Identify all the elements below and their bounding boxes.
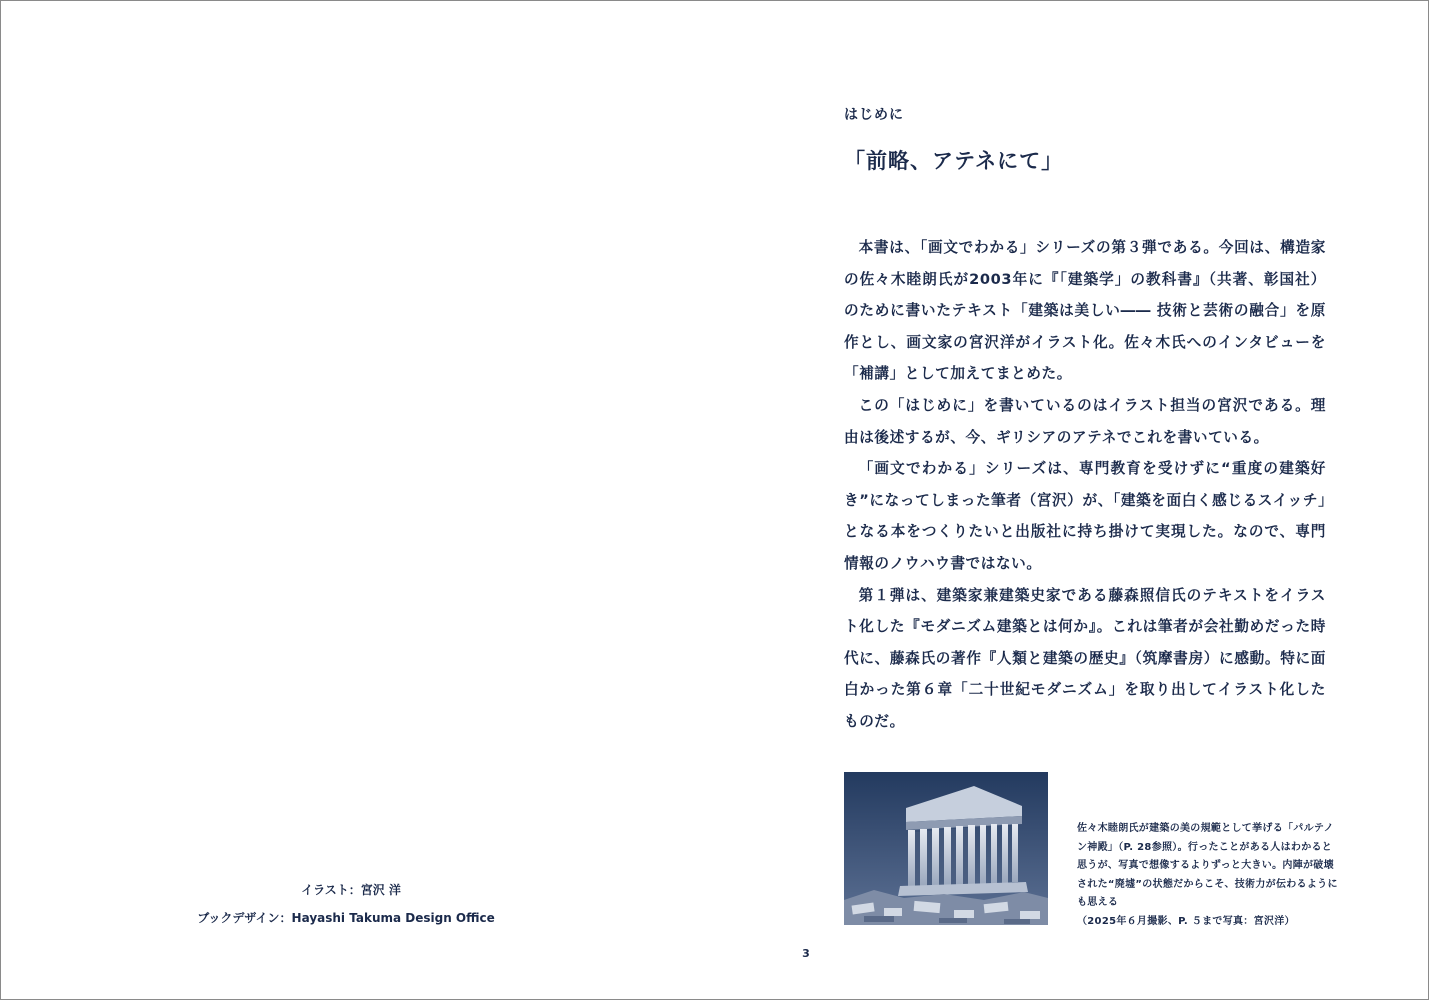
credits <box>1 879 691 935</box>
page-number: 3 <box>802 947 810 960</box>
body-text <box>844 232 1326 738</box>
body-paragraph: 「画文でわかる」シリーズは、専門教育を受けずに“重度の建築好き”になってしまった筆者（宮沢）が、「建築を面白く感じるスイッチ」となる本をつくりたいと出版社に持ち掛けて実現した。なので、専門情報のノウハウ書ではない。 <box>844 460 1326 572</box>
caption-text: 佐々木睦朗氏が建築の美の規範として挙げる「パルテノン神殿」（P. 28参照）。行ったことがある人はわかると思うが、写真で想像するよりずっと大きい。内陣が破壊された“廃墟”の状態だからこそ、技術力が伝わるようにも思える <box>1077 823 1338 909</box>
body-paragraph: 第１弾は、建築家兼建築史家である藤森照信氏のテキストをイラスト化した『モダニズム建築とは何か』。これは筆者が会社勤めだった時代に、藤森氏の著作『人類と建築の歴史』（筑摩書房）に感動。特に面白かった第６章「二十世紀モダニズム」を取り出してイラスト化したものだ。 <box>844 586 1326 730</box>
illustration-credit: イラスト：宮沢 洋 <box>301 883 401 897</box>
parthenon-photo <box>844 772 1048 925</box>
chapter-title: 「前略、アテネにて」 <box>844 149 1064 173</box>
body-paragraph: 本書は、「画文でわかる」シリーズの第３弾である。今回は、構造家の佐々木睦朗氏が2003年に『「建築学」の教科書』（共著、彰国社）のために書いたテキスト「建築は美しい―― 技術と芸術の融合」を原作とし、画文家の宮沢洋がイラスト化。佐々木氏へのインタビューを「補講」として加えてまとめた。 <box>844 239 1326 383</box>
parthenon-illustration <box>844 772 1048 925</box>
body-paragraph: この「はじめに」を書いているのはイラスト担当の宮沢である。理由は後述するが、今、ギリシアのアテネでこれを書いている。 <box>844 396 1326 446</box>
design-credit: ブックデザイン：Hayashi Takuma Design Office <box>197 911 495 925</box>
section-label: はじめに <box>844 107 904 123</box>
caption-credit: （2025年６月撮影、P. ５まで写真：宮沢洋） <box>1077 915 1295 927</box>
photo-caption <box>1077 820 1339 932</box>
